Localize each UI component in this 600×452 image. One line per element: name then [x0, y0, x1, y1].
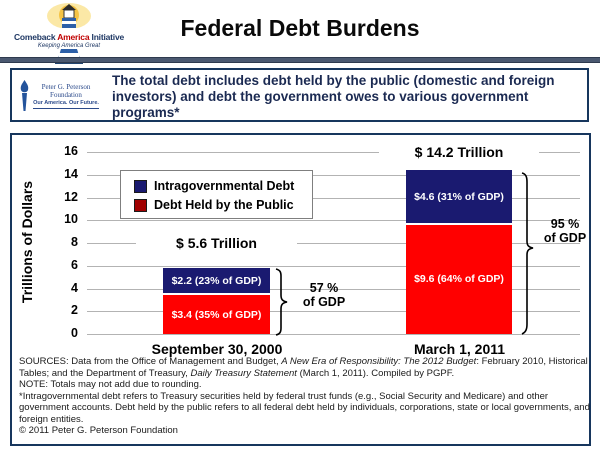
- bar-value-label: $3.4 (35% of GDP): [171, 308, 262, 321]
- sources-suffix: (March 1, 2011). Compiled by PGPF.: [296, 367, 455, 379]
- legend-swatch-public: [134, 199, 147, 212]
- bar-segment: [163, 268, 270, 293]
- cai-name-part1: Comeback: [13, 32, 58, 42]
- legend-item-debt-held-by-public: [134, 198, 312, 212]
- gdp-annotation-line1: 95 %: [550, 217, 580, 231]
- legend-item-intragovernmental-debt: [134, 179, 312, 193]
- bar-segment: [406, 170, 512, 222]
- debt-statement-text: The total debt includes debt held by the public (domestic and foreign investors) and debt the government owes to various government programs*: [112, 73, 555, 120]
- sources-mid: : February 2010, Historical Tables; and the Department of Treasury,: [19, 356, 588, 379]
- footnote-line: *Intragovernmental debt refers to Treasury securities held by federal trust funds (e.g., Social Security and Medicare) and other government accounts. Debt held by the public refers to all federal debt held by individuals, corporations, state or local governments, and foreign entities.: [19, 390, 590, 425]
- cai-name-part2: America: [57, 32, 92, 42]
- sources-prefix: SOURCES: Data from the Office of Management and Budget,: [19, 356, 282, 367]
- legend-label: Debt Held by the Public: [154, 198, 294, 212]
- peterson-logo-text: [33, 83, 99, 108]
- footer-notes: [19, 356, 590, 437]
- y-tick-label: 4: [71, 280, 78, 295]
- x-axis-label-2011: March 1, 2011: [413, 341, 506, 357]
- brace-2000: [274, 267, 294, 337]
- y-tick-label: 8: [71, 235, 78, 249]
- gdp-annotation-line2: of GDP: [302, 294, 346, 309]
- y-tick-label: 0: [71, 326, 78, 340]
- peterson-tagline: Our America. Our Future.: [33, 100, 99, 108]
- sources-title-1: A New Era of Responsibility: The 2012 Budget: [281, 356, 477, 367]
- peterson-name-line2: Foundation: [50, 91, 82, 100]
- page-title: Federal Debt Burdens: [180, 15, 420, 41]
- legend-swatch-intragovernmental: [134, 180, 147, 193]
- y-tick-label: 16: [64, 144, 78, 158]
- torch-icon: [19, 80, 30, 112]
- sources-title-2: Daily Treasury Statement: [190, 367, 297, 379]
- total-label-2011: $ 14.2 Trillion: [379, 144, 539, 160]
- brace-2011: [520, 171, 540, 337]
- y-tick-label: 10: [64, 212, 78, 227]
- gdp-annotation-line2: of GDP: [543, 230, 587, 245]
- header-divider: [0, 57, 600, 63]
- statement-box: [10, 68, 589, 122]
- bar-segment: [406, 225, 512, 334]
- y-tick-label: 14: [64, 166, 78, 181]
- gridline: [87, 334, 580, 335]
- cai-name-part3: Initiative: [91, 32, 125, 42]
- cai-logo-tagline: Keeping America Great: [37, 42, 101, 49]
- y-tick-label: 12: [64, 189, 78, 204]
- bar-value-label: $2.2 (23% of GDP): [171, 274, 262, 287]
- gdp-annotation-2011: [536, 218, 594, 245]
- y-tick-label: 2: [71, 303, 78, 318]
- bar-value-label: $9.6 (64% of GDP): [414, 273, 504, 286]
- gdp-annotation-2000: [295, 282, 353, 309]
- gdp-annotation-line1: 57 %: [309, 281, 339, 295]
- sources-line: [19, 356, 590, 379]
- legend-label: Intragovernmental Debt: [154, 179, 295, 193]
- note-line: NOTE: Totals may not add due to rounding.: [19, 379, 202, 390]
- total-label-2000: $ 5.6 Trillion: [136, 235, 297, 251]
- peterson-foundation-logo: [12, 70, 106, 120]
- bar-segment: [163, 295, 270, 334]
- copyright-line: © 2011 Peter G. Peterson Foundation: [19, 425, 178, 436]
- peterson-name-line1: Peter G. Peterson: [41, 83, 91, 92]
- y-axis-label: Trillions of Dollars: [19, 180, 35, 304]
- chart-legend: [120, 170, 313, 219]
- y-tick-label: 6: [71, 257, 78, 272]
- bar-value-label: $4.6 (31% of GDP): [414, 190, 504, 203]
- chart-box: [10, 133, 591, 446]
- x-axis-label-2000: September 30, 2000: [151, 341, 283, 357]
